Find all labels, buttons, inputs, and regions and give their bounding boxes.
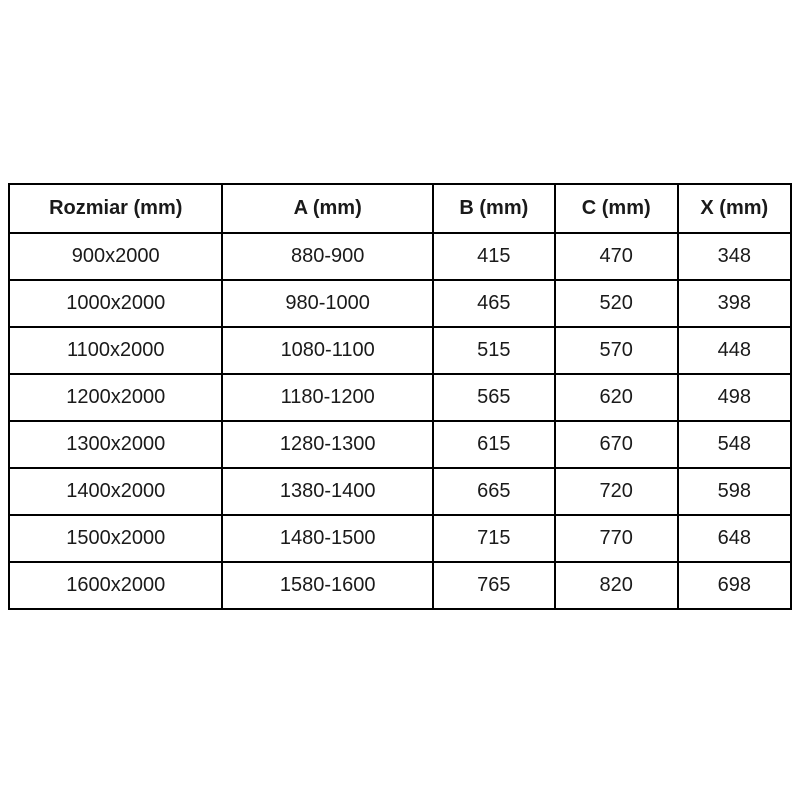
column-header-a: A (mm): [222, 184, 432, 233]
cell-b: 615: [433, 421, 555, 468]
cell-c: 570: [555, 327, 678, 374]
table-row: [9, 280, 791, 327]
cell-a: 1180-1200: [222, 374, 432, 421]
table-row: [9, 327, 791, 374]
table-row: [9, 468, 791, 515]
cell-rozmiar: 1300x2000: [9, 421, 222, 468]
cell-x: 598: [678, 468, 791, 515]
cell-a: 880-900: [222, 233, 432, 280]
table-row: [9, 515, 791, 562]
cell-rozmiar: 1500x2000: [9, 515, 222, 562]
cell-a: 1280-1300: [222, 421, 432, 468]
dimensions-table: [8, 183, 792, 610]
cell-x: 448: [678, 327, 791, 374]
cell-c: 470: [555, 233, 678, 280]
table-row: [9, 562, 791, 609]
cell-rozmiar: 1400x2000: [9, 468, 222, 515]
cell-c: 770: [555, 515, 678, 562]
table-row: [9, 233, 791, 280]
cell-c: 620: [555, 374, 678, 421]
cell-x: 648: [678, 515, 791, 562]
cell-b: 665: [433, 468, 555, 515]
cell-x: 498: [678, 374, 791, 421]
cell-b: 715: [433, 515, 555, 562]
cell-rozmiar: 900x2000: [9, 233, 222, 280]
cell-c: 720: [555, 468, 678, 515]
cell-a: 1080-1100: [222, 327, 432, 374]
cell-rozmiar: 1600x2000: [9, 562, 222, 609]
cell-x: 348: [678, 233, 791, 280]
table-row: [9, 374, 791, 421]
cell-c: 520: [555, 280, 678, 327]
cell-b: 415: [433, 233, 555, 280]
cell-c: 820: [555, 562, 678, 609]
cell-x: 548: [678, 421, 791, 468]
cell-b: 515: [433, 327, 555, 374]
cell-b: 765: [433, 562, 555, 609]
cell-a: 1580-1600: [222, 562, 432, 609]
cell-a: 980-1000: [222, 280, 432, 327]
cell-rozmiar: 1200x2000: [9, 374, 222, 421]
header-row: [9, 184, 791, 233]
column-header-rozmiar: Rozmiar (mm): [9, 184, 222, 233]
table-row: [9, 421, 791, 468]
column-header-x: X (mm): [678, 184, 791, 233]
cell-x: 698: [678, 562, 791, 609]
column-header-c: C (mm): [555, 184, 678, 233]
column-header-b: B (mm): [433, 184, 555, 233]
cell-rozmiar: 1000x2000: [9, 280, 222, 327]
cell-b: 465: [433, 280, 555, 327]
cell-rozmiar: 1100x2000: [9, 327, 222, 374]
cell-a: 1380-1400: [222, 468, 432, 515]
cell-a: 1480-1500: [222, 515, 432, 562]
cell-b: 565: [433, 374, 555, 421]
cell-c: 670: [555, 421, 678, 468]
cell-x: 398: [678, 280, 791, 327]
